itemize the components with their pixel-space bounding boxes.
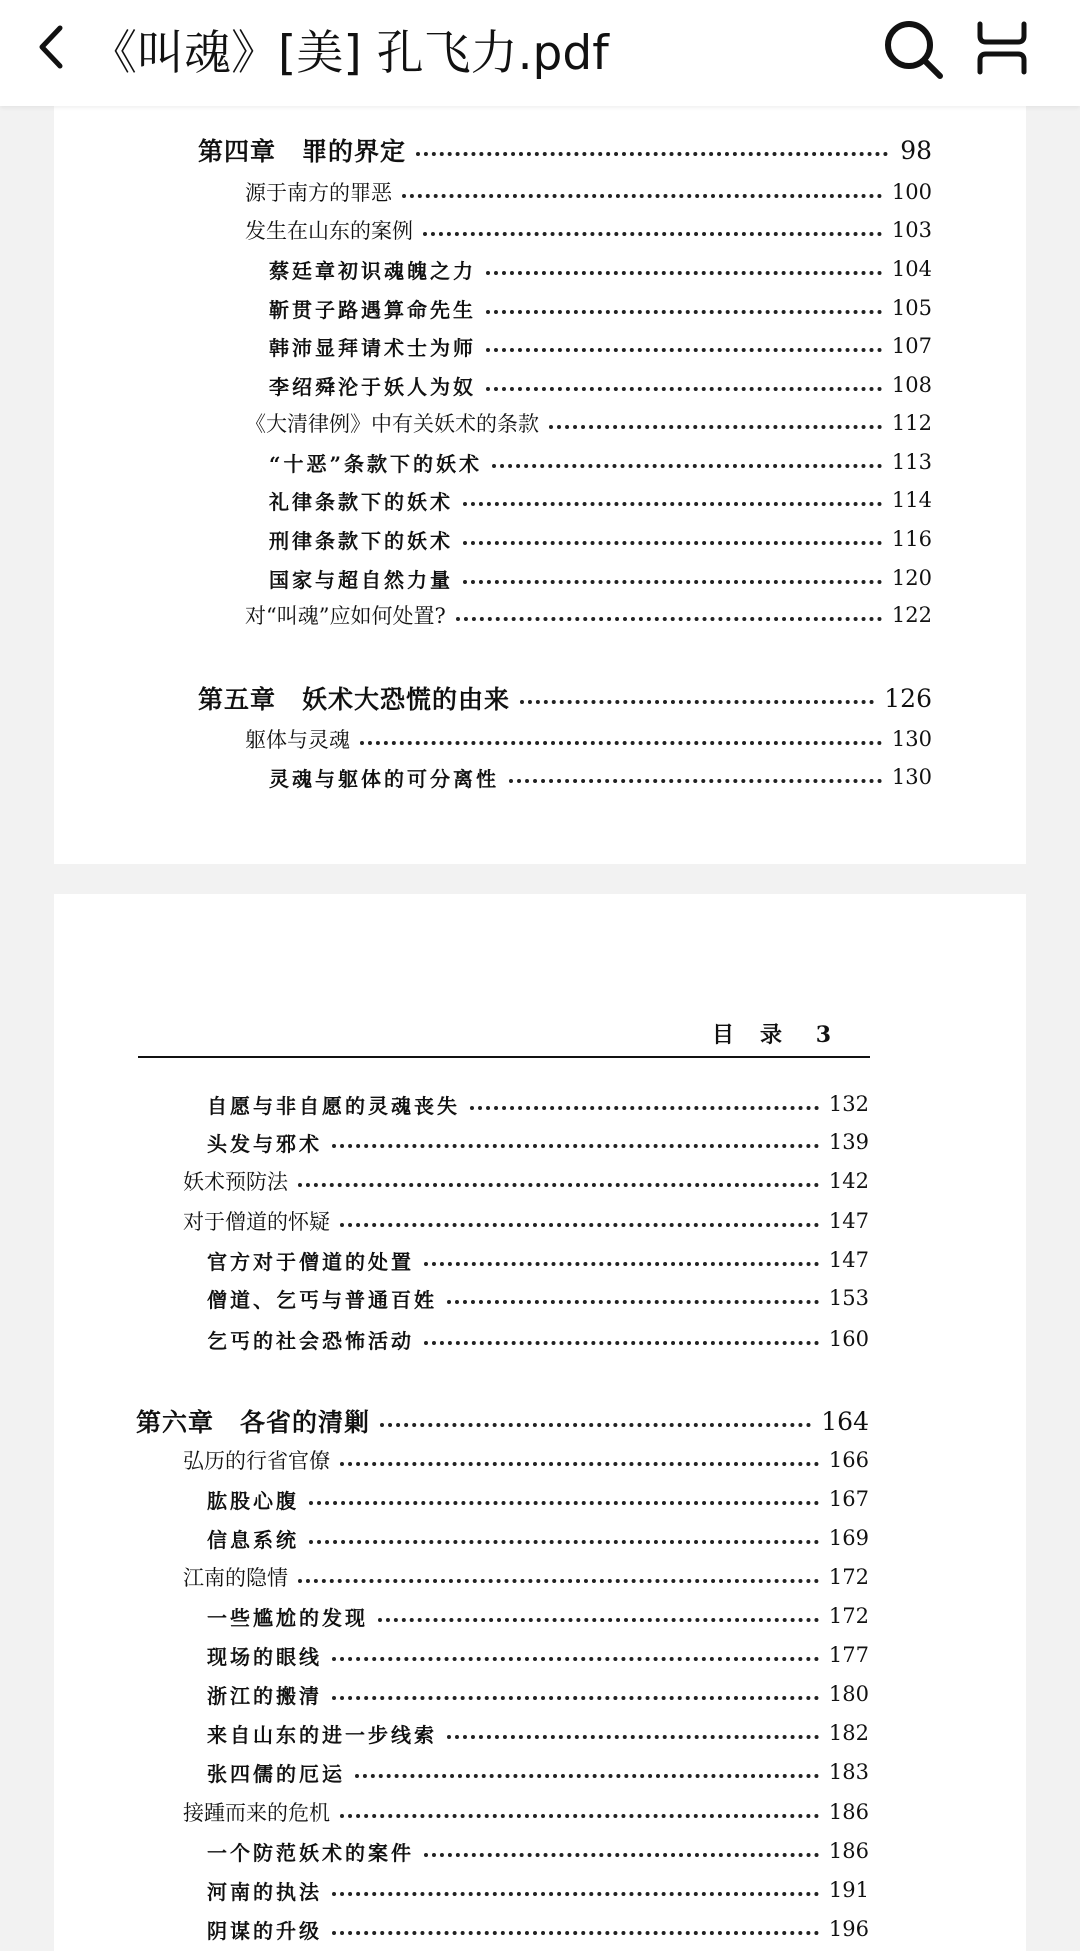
- document-title: 《叫魂》[美] 孔飞力.pdf: [90, 26, 609, 81]
- dot-leader: [298, 1183, 819, 1187]
- toc-entry-page: 147: [828, 1248, 869, 1272]
- toc-entry-page: 132: [828, 1092, 869, 1116]
- toc-entry-title: 蔡廷章初识魂魄之力: [269, 258, 476, 283]
- toc-entry-title: 阴谋的升级: [207, 1918, 322, 1943]
- toc-entry-title: 官方对于僧道的处置: [207, 1249, 414, 1274]
- toc-entry[interactable]: [269, 442, 932, 482]
- header-rule: [138, 1056, 870, 1058]
- toc-entry-page: 104: [891, 257, 932, 281]
- dot-leader: [486, 348, 882, 352]
- toc-entry-page: 160: [828, 1327, 869, 1351]
- toc-entry-title: 《大清律例》中有关妖术的条款: [245, 412, 539, 436]
- dot-leader: [486, 271, 882, 275]
- toc-entry-page: 183: [828, 1760, 869, 1784]
- dot-leader: [463, 502, 882, 506]
- dot-leader: [486, 310, 882, 314]
- dot-leader: [402, 194, 882, 198]
- toc-entry[interactable]: [207, 1713, 869, 1753]
- toc-entry-page: 116: [891, 527, 932, 551]
- toc-entry-title: 第六章 各省的清剿: [136, 1408, 371, 1437]
- toc-entry[interactable]: [207, 1909, 869, 1949]
- dot-leader: [447, 1735, 819, 1739]
- toc-entry-page: 120: [891, 566, 932, 590]
- toc-entry[interactable]: [269, 558, 932, 598]
- toc-entry-title: 河南的执法: [207, 1879, 322, 1904]
- toc-entry[interactable]: [207, 1479, 869, 1519]
- toc-entry[interactable]: [207, 1831, 869, 1871]
- toc-entry-page: 167: [828, 1487, 869, 1511]
- toc-entry-page: 186: [828, 1800, 869, 1824]
- toc-entry[interactable]: [183, 1201, 869, 1241]
- toc-entry[interactable]: [269, 326, 932, 366]
- toc-entry[interactable]: [207, 1596, 869, 1636]
- toc-entry-page: 139: [828, 1130, 869, 1154]
- toc-entry-page: 130: [891, 765, 932, 789]
- toc-entry[interactable]: [245, 172, 932, 212]
- toc-entry-title: 第四章 罪的界定: [198, 137, 407, 166]
- dot-leader: [447, 1300, 819, 1304]
- dot-leader: [416, 152, 888, 156]
- toc-entry-title: 靳贯子路遇算命先生: [269, 297, 476, 322]
- toc-entry-page: 103: [891, 218, 932, 242]
- dot-leader: [309, 1501, 819, 1505]
- dot-leader: [509, 779, 882, 783]
- toc-entry-page: 105: [891, 296, 932, 320]
- chevron-left-icon[interactable]: [28, 22, 78, 72]
- dot-leader: [424, 1262, 819, 1266]
- dot-leader: [424, 1341, 819, 1345]
- toc-entry-title: 自愿与非自愿的灵魂丧失: [207, 1093, 460, 1118]
- running-header: [712, 1018, 833, 1049]
- toc-entry-title: 第五章 妖术大恐慌的由来: [198, 685, 511, 714]
- toc-entry[interactable]: [207, 1635, 869, 1675]
- dot-leader: [456, 617, 882, 621]
- dot-leader: [492, 464, 882, 468]
- toc-entry-page: 177: [828, 1643, 869, 1667]
- dot-leader: [332, 1657, 819, 1661]
- toc-entry-title: 乞丐的社会恐怖活动: [207, 1328, 414, 1353]
- toc-entry[interactable]: [207, 1319, 869, 1359]
- dot-leader: [360, 741, 882, 745]
- dot-leader: [549, 425, 882, 429]
- toc-entry-title: 躯体与灵魂: [245, 728, 350, 752]
- dot-leader: [332, 1696, 819, 1700]
- toc-entry-title: “十恶”条款下的妖术: [269, 451, 483, 476]
- dot-leader: [340, 1223, 819, 1227]
- dot-leader: [378, 1618, 819, 1622]
- toc-entry-title: 信息系统: [207, 1527, 299, 1552]
- toc-entry-page: 166: [828, 1448, 869, 1472]
- toc-entry-title: 来自山东的进一步线索: [207, 1722, 437, 1747]
- toc-entry-page: 180: [828, 1682, 869, 1706]
- toc-entry[interactable]: [198, 678, 932, 718]
- toc-entry-title: 礼律条款下的妖术: [269, 489, 453, 514]
- toc-entry-title: 僧道、乞丐与普通百姓: [207, 1287, 437, 1312]
- dot-leader: [355, 1774, 819, 1778]
- dot-leader: [380, 1423, 811, 1427]
- toc-entry-title: 灵魂与躯体的可分离性: [269, 766, 499, 791]
- toc-entry-title: 弘历的行省官僚: [183, 1449, 330, 1473]
- toc-entry[interactable]: [245, 719, 932, 759]
- toc-entry-title: 李绍舜沦于妖人为奴: [269, 374, 476, 399]
- dot-leader: [463, 541, 882, 545]
- toc-entry[interactable]: [207, 1278, 869, 1318]
- toc-entry[interactable]: [183, 1557, 869, 1597]
- toc-entry[interactable]: [269, 480, 932, 520]
- toc-entry-page: 122: [891, 603, 932, 627]
- dot-leader: [309, 1540, 819, 1544]
- dot-leader: [424, 1853, 819, 1857]
- toc-entry[interactable]: [269, 757, 932, 797]
- toc-entry[interactable]: [269, 519, 932, 559]
- toc-entry-page: 126: [884, 683, 932, 713]
- dot-leader: [332, 1892, 819, 1896]
- toc-entry[interactable]: [207, 1084, 869, 1124]
- toc-entry-page: 153: [828, 1286, 869, 1310]
- toc-entry[interactable]: [245, 210, 932, 250]
- dot-leader: [332, 1144, 819, 1148]
- toc-entry-title: 韩沛显拜请术士为师: [269, 335, 476, 360]
- dot-leader: [463, 580, 882, 584]
- toc-entry[interactable]: [207, 1122, 869, 1162]
- toc-entry[interactable]: [207, 1752, 869, 1792]
- toc-entry-title: 对“叫魂”应如何处置?: [245, 604, 446, 628]
- toc-entry[interactable]: [245, 595, 932, 635]
- toc-entry-title: 一些尴尬的发现: [207, 1605, 368, 1630]
- toc-entry-page: 113: [891, 450, 932, 474]
- dot-leader: [332, 1931, 819, 1935]
- toc-entry-page: 130: [891, 727, 932, 751]
- toc-entry-page: 164: [821, 1406, 869, 1436]
- toc-entry-page: 114: [891, 488, 932, 512]
- top-bar: [0, 0, 1080, 106]
- toc-entry-title: 源于南方的罪恶: [245, 181, 392, 205]
- toc-entry-title: 浙江的搬清: [207, 1683, 322, 1708]
- toc-entry-title: 现场的眼线: [207, 1644, 322, 1669]
- header-title: 目 录: [712, 1022, 785, 1048]
- toc-entry[interactable]: [207, 1674, 869, 1714]
- toc-entry-page: 100: [891, 180, 932, 204]
- toc-entry-title: 国家与超自然力量: [269, 567, 453, 592]
- dot-leader: [340, 1462, 819, 1466]
- toc-entry-title: 江南的隐情: [183, 1566, 288, 1590]
- toc-entry[interactable]: [269, 249, 932, 289]
- dot-leader: [470, 1106, 819, 1110]
- dot-leader: [520, 700, 874, 704]
- toc-entry-title: 妖术预防法: [183, 1170, 288, 1194]
- pdf-page-1[interactable]: [54, 106, 1026, 864]
- toc-entry-page: 191: [828, 1878, 869, 1902]
- toc-entry[interactable]: [207, 1870, 869, 1910]
- toc-entry-title: 接踵而来的危机: [183, 1801, 330, 1825]
- toc-entry[interactable]: [207, 1240, 869, 1280]
- toc-entry-title: 刑律条款下的妖术: [269, 528, 453, 553]
- toc-entry-page: 112: [891, 411, 932, 435]
- toc-entry-page: 98: [900, 135, 932, 165]
- toc-entry-page: 169: [828, 1526, 869, 1550]
- dot-leader: [486, 387, 882, 391]
- search-icon[interactable]: [882, 18, 944, 80]
- toc-entry[interactable]: [183, 1161, 869, 1201]
- contents-icon[interactable]: [974, 20, 1030, 76]
- toc-entry-title: 一个防范妖术的案件: [207, 1840, 414, 1865]
- toc-entry[interactable]: [198, 130, 932, 170]
- toc-entry-page: 182: [828, 1721, 869, 1745]
- toc-entry-page: 147: [828, 1209, 869, 1233]
- toc-entry-page: 196: [828, 1917, 869, 1941]
- pdf-page-2[interactable]: [54, 894, 1026, 1951]
- toc-entry[interactable]: [136, 1401, 869, 1441]
- dot-leader: [298, 1579, 819, 1583]
- dot-leader: [340, 1814, 819, 1818]
- toc-entry-page: 172: [828, 1604, 869, 1628]
- toc-entry[interactable]: [269, 365, 932, 405]
- toc-entry-page: 172: [828, 1565, 869, 1589]
- toc-entry[interactable]: [183, 1792, 869, 1832]
- toc-entry-page: 108: [891, 373, 932, 397]
- toc-entry[interactable]: [207, 1518, 869, 1558]
- toc-entry-title: 张四儒的厄运: [207, 1761, 345, 1786]
- dot-leader: [423, 232, 882, 236]
- toc-entry[interactable]: [245, 403, 932, 443]
- toc-entry-title: 发生在山东的案例: [245, 219, 413, 243]
- toc-entry-page: 107: [891, 334, 932, 358]
- header-page-number: 3: [815, 1022, 833, 1048]
- toc-entry-title: 对于僧道的怀疑: [183, 1210, 330, 1234]
- toc-entry-page: 142: [828, 1169, 869, 1193]
- toc-entry[interactable]: [269, 288, 932, 328]
- toc-entry-title: 肱股心腹: [207, 1488, 299, 1513]
- toc-entry[interactable]: [183, 1440, 869, 1480]
- toc-entry-page: 186: [828, 1839, 869, 1863]
- toc-entry-title: 头发与邪术: [207, 1131, 322, 1156]
